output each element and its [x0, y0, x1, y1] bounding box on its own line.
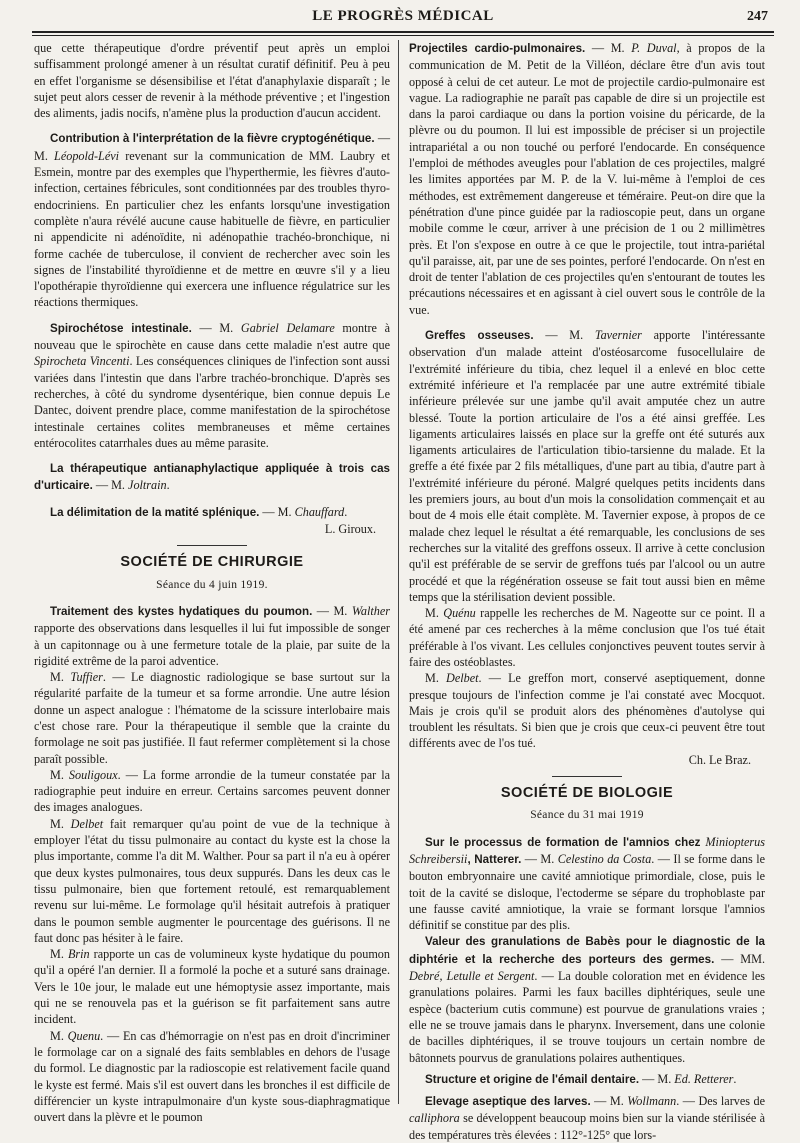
signature: Ch. Le Braz.	[688, 752, 751, 767]
running-title: LE PROGRÈS MÉDICAL	[312, 8, 494, 24]
section-date: Séance du 4 juin 1919.	[156, 578, 268, 591]
left-column	[34, 40, 390, 1125]
separator-rule	[552, 776, 622, 777]
section-title: SOCIÉTÉ DE CHIRURGIE	[120, 554, 304, 571]
signature: L. Giroux.	[324, 522, 376, 537]
right-column	[409, 40, 765, 1143]
paragraph: Structure et origine de l'émail dentaire. — M. Ed. Retterer.	[425, 1071, 737, 1086]
author-name: Brin	[67, 947, 90, 962]
item-title: Traitement des kystes hydatiques du poumon.	[50, 604, 313, 618]
item-title: Sur le processus de formation de l'amnios chez	[425, 835, 701, 849]
paragraph: M. Delbet. — Le greffon mort, conservé aseptiquement, donne presque toujours de l'infection comme je l'ai constaté avec Mocquot. Mais je crois qu'il se produit alors des phénomènes d'autolyse qui troublent les résultats. Si bien que je crois que ceux-ci peuvent être tout différents avec de l'os tué.	[409, 671, 765, 751]
section-title: SOCIÉTÉ DE BIOLOGIE	[500, 785, 674, 802]
item-title: Structure et origine de l'émail dentaire.	[425, 1072, 640, 1086]
author-name: Gabriel Delamare	[240, 320, 335, 335]
paragraph: Elevage aseptique des larves. — M. Wollmann. — Des larves de calliphora se développent beaucoup moins bien sur la viande stérilisée à des températures très élevées : 112°-125° que lors-	[409, 1094, 766, 1142]
paragraph: M. Quenu. — En cas d'hémorragie on n'est pas en droit d'incriminer le formolage car on a signalé des faits semblables en dehors de l'usage du formol. Le diagnostic par la radioscopie est relativement facile quand le kyste est fermé. Mais s'il est ouvert dans les bronches il est difficile de différencier un kyste intrapulmonaire d'un kyste sous-diaphragmatique ouvert dans la plèvre et le poumon	[34, 1028, 390, 1125]
author-name: Wollmann	[627, 1094, 677, 1109]
author-name: Léopold-Lévi	[54, 148, 120, 163]
column-divider	[398, 40, 399, 1104]
author-name: P. Duval	[631, 41, 677, 55]
author-name: Quenu	[67, 1028, 101, 1043]
item-title: Valeur des granulations de Babès pour le diagnostic de la diphtérie et la recherche des porteurs des germes.	[409, 935, 765, 966]
paragraph: La délimitation de la matité splénique. — M. Chauffard.	[50, 504, 348, 519]
item-title: La thérapeutique antianaphylactique appliquée à trois cas d'urticaire.	[34, 462, 390, 493]
paragraph: M. Tuffier. — Le diagnostic radiologique se base surtout sur la régularité parfaite de la tumeur et sa forme arrondie. Une autre lésion donne un aspect analogue : l'hématome de la scissure interlobaire mais c'est chose rare. Pour la thérapeutique il semble que la crainte du formolage ne soit pas justifiée. Il faut refermer complètement si la chose paraît possible.	[34, 670, 391, 766]
paragraph: La thérapeutique antianaphylactique appliquée à trois cas d'urticaire. — M. Joltrain.	[34, 462, 390, 493]
page-header	[32, 4, 774, 30]
author-name: Quénu	[443, 606, 476, 621]
paragraph: M. Quénu rappelle les recherches de M. Nageotte sur ce point. Il a été amené par ces recherches à la même conclusion que l'os tué était préférable à l'os vivant. Les cellules conjonctives peuvent toutes servir à faire des ostéoblastes.	[409, 606, 765, 669]
header-rule	[32, 31, 774, 36]
paragraph: Spirochétose intestinale. — M. Gabriel Delamare montre à nouveau que le spirochète en cause dans cette maladie n'est autre que Spirocheta Vincenti. Les conséquences cliniques de l'infection sont aussi variées dans l'intestin que dans l'arbre trachéo-bronchique. D'après ses recherches, à côté du syndrome dysentérique, bien connue depuis Le Dantec, doivent prendre place, comme manifestation de la spirochétose intestinale certaines colites membraneuses et même certaines entérocolites catarrhales dues au même parasite.	[34, 320, 390, 450]
paragraph: Traitement des kystes hydatiques du poumon. — M. Walther rapporte des observations dans lesquelles il lui fut impossible de songer à un capitonnage ou à une fermeture totale de la plaie, par suite de la rigidité extrême de la paroi adventice.	[34, 603, 390, 668]
author-name: Debré, Letulle et Sergent	[409, 969, 535, 984]
item-title: Spirochétose intestinale.	[50, 321, 192, 335]
item-title: La délimitation de la matité splénique.	[50, 505, 260, 519]
author-name: Delbet	[446, 671, 479, 686]
paragraph: M. Souligoux. — La forme arrondie de la tumeur constatée par la radiographie peut induire en erreur. Certains sarcomes peuvent donner des images analogues.	[34, 767, 390, 815]
author-name: Tuffier	[70, 670, 103, 685]
section-date: Séance du 31 mai 1919	[530, 809, 644, 822]
separator-rule	[177, 545, 247, 546]
item-title: Projectiles cardio-pulmonaires.	[409, 42, 586, 55]
paragraph: M. Brin rapporte un cas de volumineux kyste hydatique du poumon qu'il a opéré l'an dernier. Il a formolé la poche et a suturé sans drainage. Vers le 10e jour, le malade eut une hémoptysie assez importante, mais qui ne se renouvela pas et la guérison se fit parfaitement sans autre incident.	[34, 947, 390, 1027]
author-name: Walther	[351, 603, 390, 618]
author-name: Chauffard	[294, 504, 345, 519]
paragraph: Valeur des granulations de Babès pour le diagnostic de la diphtérie et la recherche des porteurs des germes. — MM. Debré, Letulle et Sergent. — La double coloration met en évidence les granulations polaires. Parmi les faux bacilles diphtériques, seule une espèce (bacterium cutis commune) est pourvue de granulations vraies ; elle ne se trouve jamais dans le pharynx. Inversement, dans une colonie de bacilles diphtériques, il se trouve toujours un certain nombre de bâtonnets pourvus de granulations polaires authentiques.	[409, 935, 765, 1065]
paragraph: Projectiles cardio-pulmonaires. — M. P. Duval, à propos de la communication de M. Petit de la Villéon, déclare être d'un avis tout opposé à celui de cet auteur. Le mot de projectile cardio-pulmonaire est vague. La radiographie ne paraît pas capable de dire si un projectile est dans la paroi cardiaque ou dans la portion voisine du péricarde, de la plèvre ou du poumon. Il lui est impossible de préciser si un projectile intrapariétal a ou non touché ou perforé l'endocarde. En conséquence l'emploi de méthodes aveugles pour l'ablation de ces projectiles, malgré les limites apportées par M. P. de la V. lui-même à l'emploi de ces méthodes, est extrêmement dangereuse et téméraire. Peut-on dire que la pénétration d'une pince guidée par la radioscopie peut, dans un organe mobile comme le cœur, arriver à une précision de 1 ou 2 millimètres près. Et l'on s'expose en outre à ce que le projectile, tout intra-pariétal qu'il paraisse, ait, par une de ses pointes, perforé l'endocarde. On n'est en droit de tenter l'ablation de ces projectiles qu'en s'entourant de toutes les précautions nécessaires et en agissant à ciel ouvert sous le contrôle de la vue.	[409, 41, 765, 317]
paragraph: Contribution à l'interprétation de la fièvre cryptogénétique. — M. Léopold-Lévi revenant sur la communication de MM. Laubry et Esmein, montre par des exemples que l'hyperthermie, les fièvres d'auto-infection, certaines fébricules, sont conditionnées par des troubles thyro-endocriniens. En particulier chez les enfants lorsqu'une investigation complète n'aura révélé aucune cause habituelle de fièvre, en particulier ni appendicite ni adénoïdite, ni adénopathie trachéo-bronchique, ni forme cachée de tuberculose, il convient de rechercher avec soin les signes de l'instabilité thyroïdienne et de mettre en œuvre s'il y a lieu l'opothérapie thyroïdienne qui exercera une influence régulatrice sur les réactions thermiques.	[34, 131, 390, 310]
author-name: Delbet	[70, 816, 104, 831]
author-name: Celestino da Costa	[557, 851, 652, 866]
paragraph: Greffes osseuses. — M. Tavernier apporte l'intéressante observation d'un malade atteint d'ostéosarcome fusocellulaire de l'extrémité inférieure du tibia, chez lequel il a enlevé en bloc cette extrémité inférieure et l'a remplacée par une autre extrémité tibiale inférieure prélevée sur une jambe qu'il avait amputée chez un autre blessé. Toute la portion articulaire de l'os a été ainsi greffée. Les ligaments articulaires laissés en place sur la greffe ont été suturés aux ligaments articulaires de l'articulation tibio-tarsienne du malade. Et la greffe a été fixée par 2 fils métalliques, d'une part au tibia, d'autre part à l'extrémité inférieure du péroné. Malgré quelques petits incidents dans les premiers jours, au bout d'un mois la consolidation commençait et au bout de 4 mois elle était complète. M. Tavernier expose, à propos de ce malade chez lequel le résultat a été remarquable, les conclusions de ses recherches sur la vitalité des greffons osseux. Il arrive à cette conclusion qu'il est préférable de se servir de greffons tués par l'alcool ou un autre procédé et que la régénération osseuse se fait tout aussi bien en même temps que la stérilisation devient possible.	[409, 328, 766, 604]
author-name: Souligoux	[68, 767, 118, 782]
author-name: Tavernier	[594, 328, 642, 343]
paragraph: que cette thérapeutique d'ordre préventif peut après un emploi suffisamment prolongé amener à un résultat curatif définitif. Peu à peu en effet l'organisme se désensibilise et l'état d'anaphylaxie disparaît ; le sujet peut alors cesser de revenir à la méthode préventive ; et l'ingestion des aliments, jadis nocifs, n'amène plus la production d'aucun accident.	[34, 41, 390, 121]
paragraph: Sur le processus de formation de l'amnios chez Miniopterus Schreibersii, Natterer. — M. Celestino da Costa. — Il se forme dans le bouton embryonnaire une cavité amniotique primordiale, close, puis le toit de la cavité se disloque, l'ectoderme se sépare du trophoblaste par une fausse cavité amniotique, la vraie se formant lorsque l'amnios définitif se constitue par des plis.	[409, 834, 765, 933]
item-title: Elevage aseptique des larves.	[425, 1095, 591, 1109]
paragraph: M. Delbet fait remarquer qu'au point de vue de la technique à employer l'état du tissu pulmonaire au contact du kyste est la chose la plus importante, comme l'a dit M. Walther. Pour sa part il n'a eu à opérer que deux kystes pulmonaires, tous deux suppurés. Dans les deux cas le tissu pulmonaire, bien que fortement retoulé, est remarquablement revenu sur lui-même. Le formolage qu'il hésitait autrefois à pratiquer dans le poumon semble augmenter le pourcentage des guérisons. Il ne faut donc pas hésiter à le faire.	[34, 816, 391, 945]
page-number: 247	[747, 9, 768, 24]
item-title: Contribution à l'interprétation de la fièvre cryptogénétique.	[50, 132, 375, 146]
author-name: Joltrain	[128, 478, 167, 493]
item-title: Greffes osseuses.	[425, 329, 534, 343]
author-name: Ed. Retterer	[674, 1071, 734, 1086]
